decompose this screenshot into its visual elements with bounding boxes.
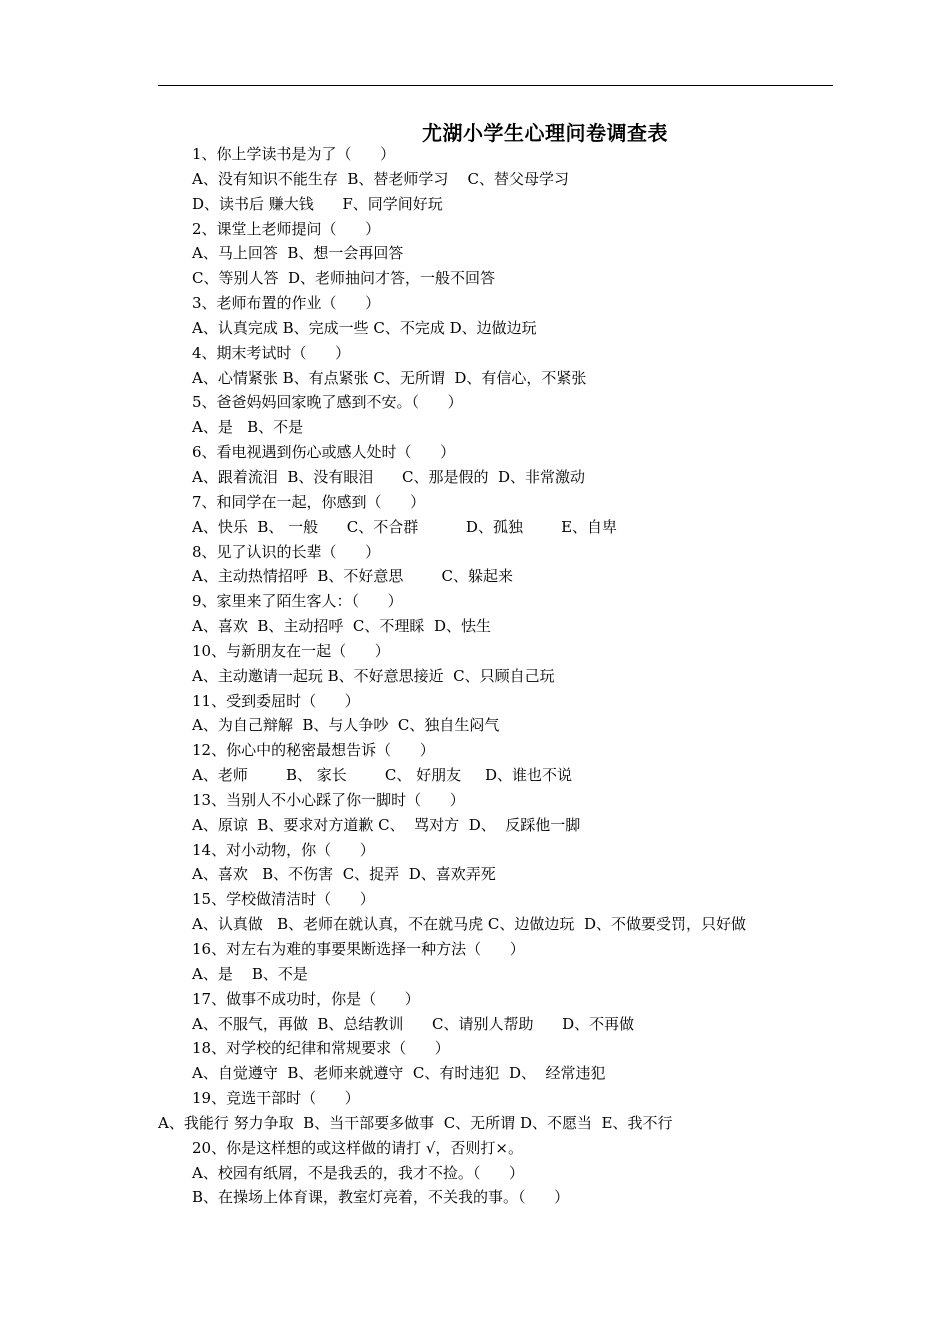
answer-options: A、是 B、不是 <box>192 418 304 437</box>
questionnaire-body <box>0 142 950 1210</box>
question-text: 15、学校做清洁时（ ） <box>192 890 375 909</box>
question-text: 19、竞选干部时（ ） <box>192 1089 360 1108</box>
question-text: 12、你心中的秘密最想告诉（ ） <box>192 741 435 760</box>
answer-options: A、快乐 B、 一般 C、不合群 D、孤独 E、自卑 <box>192 517 618 536</box>
document-title: 尤湖小学生心理问卷调查表 <box>422 121 668 145</box>
answer-options: B、在操场上体育课，教室灯亮着，不关我的事。（ ） <box>192 1188 570 1207</box>
question-text: 9、家里来了陌生客人：（ ） <box>192 592 403 611</box>
header-rule <box>158 85 833 86</box>
question-text: 16、对左右为难的事要果断选择一种方法（ ） <box>192 940 525 958</box>
question-text: 6、看电视遇到伤心或感人处时（ ） <box>192 443 456 462</box>
answer-options: A、为自己辩解 B、与人争吵 C、独自生闷气 <box>192 716 500 735</box>
question-text: 2、课堂上老师提问（ ） <box>192 219 381 238</box>
question-text: 11、受到委屈时（ ） <box>192 691 360 710</box>
answer-options: A、喜欢 B、主动招呼 C、不理睬 D、怯生 <box>192 617 491 636</box>
question-text: 14、对小动物，你（ ） <box>192 840 375 859</box>
question-text: 10、与新朋友在一起（ ） <box>192 641 390 660</box>
answer-options: A、认真做 B、老师在就认真，不在就马虎 C、边做边玩 D、不做要受罚，只好做 <box>192 915 746 934</box>
answer-options: C、等别人答 D、老师抽问才答，一般不回答 <box>192 269 496 288</box>
answer-options: D、读书后 赚大钱 F、同学间好玩 <box>192 194 443 213</box>
answer-options: A、自觉遵守 B、老师来就遵守 C、有时违犯 D、 经常违犯 <box>192 1064 606 1083</box>
question-text: 4、期末考试时（ ） <box>192 343 351 362</box>
answer-options: A、认真完成 B、完成一些 C、不完成 D、边做边玩 <box>192 318 537 337</box>
answer-options: A、主动热情招呼 B、不好意思 C、躲起来 <box>192 567 514 586</box>
question-text: 18、对学校的纪律和常规要求（ ） <box>192 1039 450 1058</box>
answer-options: A、我能行 努力争取 B、当干部要多做事 C、无所谓 D、不愿当 E、我不行 <box>158 1113 673 1132</box>
answer-options: A、跟着流泪 B、没有眼泪 C、那是假的 D、非常激动 <box>192 467 586 486</box>
answer-options: A、老师 B、 家长 C、 好朋友 D、谁也不说 <box>192 766 573 785</box>
answer-options: A、马上回答 B、想一会再回答 <box>192 244 404 263</box>
question-text: 1、你上学读书是为了（ ） <box>192 145 396 163</box>
answer-options: A、没有知识不能生存 B、替老师学习 C、替父母学习 <box>192 169 569 188</box>
answer-options: A、不服气，再做 B、总结教训 C、请别人帮助 D、不再做 <box>192 1014 635 1033</box>
question-text: 13、当别人不小心踩了你一脚时（ ） <box>192 790 465 809</box>
answer-options: A、喜欢 B、不伤害 C、捉弄 D、喜欢弄死 <box>192 865 496 884</box>
answer-options: A、是 B、不是 <box>192 964 308 983</box>
question-text: 20、你是这样想的或这样做的请打 √，否则打×。 <box>192 1138 523 1157</box>
answer-options: A、心情紧张 B、有点紧张 C、无所谓 D、有信心，不紧张 <box>192 368 587 387</box>
answer-options: A、主动邀请一起玩 B、不好意思接近 C、只顾自己玩 <box>192 666 555 685</box>
question-text: 8、见了认识的长辈（ ） <box>192 542 381 561</box>
question-text: 5、爸爸妈妈回家晚了感到不安。（ ） <box>192 393 463 412</box>
question-text: 7、和同学在一起，你感到（ ） <box>192 492 426 511</box>
question-text: 3、老师布置的作业（ ） <box>192 294 381 313</box>
question-text: 17、做事不成功时，你是（ ） <box>192 989 420 1008</box>
answer-options: A、原谅 B、要求对方道歉 C、 骂对方 D、 反踩他一脚 <box>192 815 581 834</box>
answer-options: A、校园有纸屑，不是我丢的，我才不捡。（ ） <box>192 1163 524 1182</box>
